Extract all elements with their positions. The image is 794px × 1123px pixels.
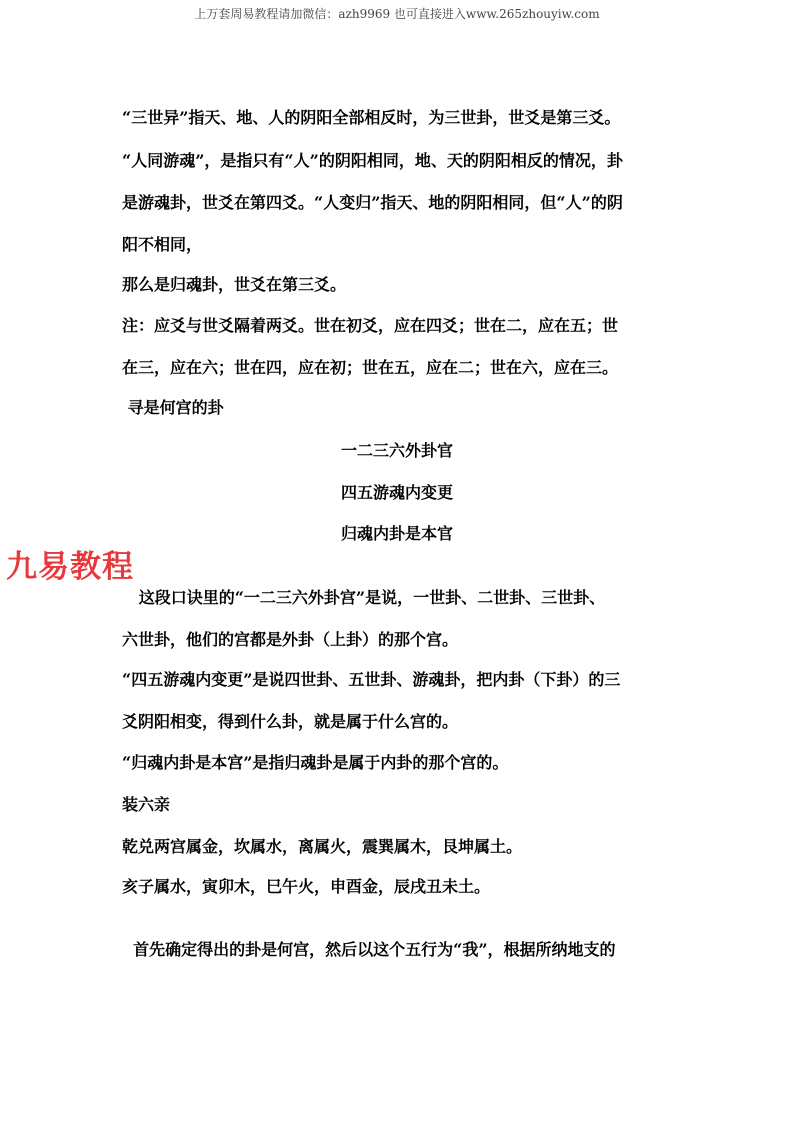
text-line-1: “三世异”指天、地、人的阴阳全部相反时，为三世卦，世爻是第三爻。 [122,108,621,127]
text-line-3: 是游魂卦，世爻在第四爻。“人变归”指天、地的阴阳相同，但“人”的阴 [122,193,623,212]
text-line-15: 首先确定得出的卦是何宫，然后以这个五行为“我”，根据所纳地支的 [122,940,616,959]
watermark-logo: 九易教程 [6,549,134,585]
section-heading-palace: 寻是何宫的卦 [122,398,224,417]
text-line-10: “四五游魂内变更”是说四世卦、五世卦、游魂卦，把内卦（下卦）的三 [122,670,621,689]
text-line-6: 注：应爻与世爻隔着两爻。世在初爻，应在四爻；世在二，应在五；世 [122,316,619,335]
text-line-2: “人同游魂”，是指只有“人”的阴阳相同，地、天的阴阳相反的情况，卦 [122,151,623,170]
text-line-14: 亥子属水，寅卯木，巳午火，申酉金，辰戌丑未土。 [122,877,491,896]
text-line-5: 那么是归魂卦，世爻在第三爻。 [122,275,347,294]
text-line-13: 乾兑两宫属金，坎属水，离属火，震巽属木，艮坤属土。 [122,837,523,856]
text-line-12: “归魂内卦是本宫”是指归魂卦是属于内卦的那个宫的。 [122,753,509,772]
text-line-11: 爻阴阳相变，得到什么卦，就是属于什么宫的。 [122,712,459,731]
page-header: 上万套周易教程请加微信：azh9969 也可直接进入www.265zhouyiw.com [194,7,600,21]
text-line-9: 六世卦，他们的宫都是外卦（上卦）的那个宫。 [122,630,459,649]
text-line-8: 这段口诀里的“一二三六外卦宫”是说，一世卦、二世卦、三世卦、 [122,588,606,607]
verse-line-2: 四五游魂内变更 [340,483,453,502]
verse-line-1: 一二三六外卦官 [340,441,453,460]
verse-line-3: 归魂内卦是本官 [340,524,453,543]
text-line-4: 阳不相同， [122,235,203,254]
section-heading-six-relatives: 装六亲 [122,795,171,814]
text-line-7: 在三，应在六；世在四，应在初；世在五，应在二；世在六，应在三。 [122,358,619,377]
